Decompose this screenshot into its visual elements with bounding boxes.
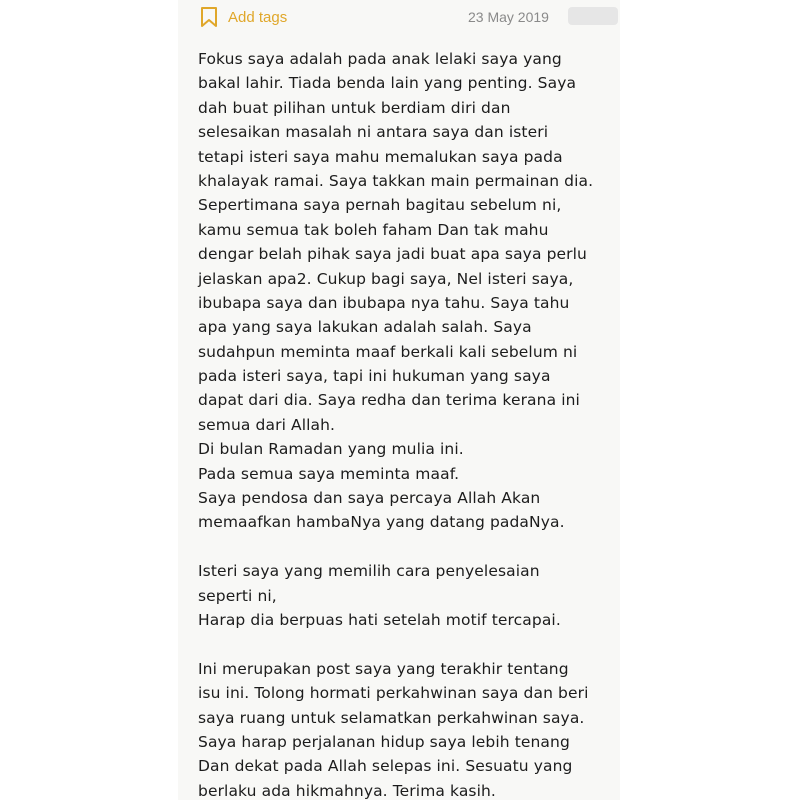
note-text-line: Isteri saya yang memilih cara penyelesaian xyxy=(198,562,540,581)
note-text-line: Harap dia berpuas hati setelah motif tercapai. xyxy=(198,610,561,629)
note-text-line: selesaikan masalah ni antara saya dan isteri xyxy=(198,123,549,142)
note-text-line: dah buat pilihan untuk berdiam diri dan xyxy=(198,98,511,117)
note-screen xyxy=(178,0,620,800)
note-text-line: Dan dekat pada Allah selepas ini. Sesuatu yang xyxy=(198,757,573,776)
note-text-line: bakal lahir. Tiada benda lain yang penting. Saya xyxy=(198,74,577,93)
note-text-line: pada isteri saya, tapi ini hukuman yang saya xyxy=(198,367,551,386)
blank-line xyxy=(198,632,618,656)
note-text-line: Pada semua saya meminta maaf. xyxy=(198,464,460,483)
note-date: 23 May 2019 xyxy=(468,9,549,25)
note-text-line: ibubapa saya dan ibubapa nya tahu. Saya tahu xyxy=(198,293,570,312)
note-text-line: tetapi isteri saya mahu memalukan saya pada xyxy=(198,147,563,166)
note-body[interactable] xyxy=(198,47,618,800)
blank-line xyxy=(198,535,618,559)
note-text-line: isu ini. Tolong hormati perkahwinan saya dan beri xyxy=(198,684,589,703)
note-text-line: semua dari Allah. xyxy=(198,415,336,434)
note-text-line: jelaskan apa2. Cukup bagi saya, Nel isteri saya, xyxy=(198,269,574,288)
note-text-line: Ini merupakan post saya yang terakhir tentang xyxy=(198,659,569,678)
redacted-area xyxy=(568,7,618,25)
note-text-line: Fokus saya adalah pada anak lelaki saya yang xyxy=(198,50,562,68)
note-text-line: Saya harap perjalanan hidup saya lebih tenang xyxy=(198,732,570,751)
note-text-line: Saya pendosa dan saya percaya Allah Akan xyxy=(198,489,541,508)
note-text-line: Sepertimana saya pernah bagitau sebelum ni, xyxy=(198,196,562,215)
add-tags-label: Add tags xyxy=(228,8,288,26)
note-header xyxy=(178,0,620,34)
note-text-line: khalayak ramai. Saya takkan main permainan dia. xyxy=(198,171,594,190)
note-text-line: saya ruang untuk selamatkan perkahwinan saya. xyxy=(198,708,585,727)
note-text-line: Di bulan Ramadan yang mulia ini. xyxy=(198,440,464,459)
note-text-line: dapat dari dia. Saya redha dan terima kerana ini xyxy=(198,391,580,410)
note-text-line: dengar belah pihak saya jadi buat apa saya perlu xyxy=(198,245,587,264)
note-text-line: sudahpun meminta maaf berkali kali sebelum ni xyxy=(198,342,578,361)
note-text-line: berlaku ada hikmahnya. Terima kasih. xyxy=(198,781,496,800)
note-text-line: seperti ni, xyxy=(198,586,277,605)
bookmark-icon xyxy=(200,6,218,28)
note-text-line: memaafkan hambaNya yang datang padaNya. xyxy=(198,513,565,532)
add-tags-button[interactable] xyxy=(200,4,287,30)
note-text-line: kamu semua tak boleh faham Dan tak mahu xyxy=(198,220,549,239)
note-text-line: apa yang saya lakukan adalah salah. Saya xyxy=(198,318,532,337)
